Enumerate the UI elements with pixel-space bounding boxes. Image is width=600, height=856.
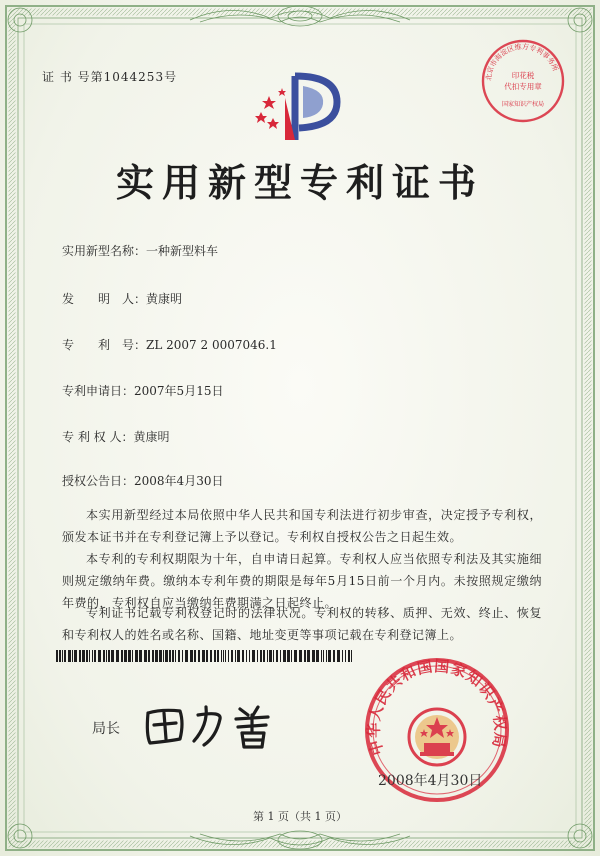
barcode-bar bbox=[280, 650, 281, 662]
barcode-bar bbox=[155, 650, 158, 662]
barcode-bar bbox=[128, 650, 131, 662]
barcode-bar bbox=[246, 650, 247, 662]
field-grant-announcement-date bbox=[62, 472, 223, 489]
barcode-bar bbox=[223, 650, 224, 662]
barcode-bar bbox=[252, 650, 255, 662]
barcode-bar bbox=[217, 650, 219, 662]
paragraph-registration: 专利证书记载专利权登记时的法律状况。专利权的转移、质押、无效、终止、恢复和专利权人的姓名或名称、国籍、地址变更等事项记载在专利登记簿上。 bbox=[62, 606, 542, 642]
barcode-bar bbox=[326, 650, 327, 662]
field-label: 专 利 号： bbox=[62, 338, 147, 352]
barcode-bar bbox=[328, 650, 331, 662]
barcode-bar bbox=[228, 650, 229, 662]
barcode-bar bbox=[72, 650, 73, 662]
barcode-bar bbox=[348, 650, 350, 662]
barcode-bar bbox=[231, 650, 233, 662]
barcode-bar bbox=[172, 650, 174, 662]
page-number: 第 1 页（共 1 页） bbox=[253, 810, 347, 823]
barcode-bar bbox=[342, 650, 343, 662]
field-value: 黄康明 bbox=[146, 292, 183, 306]
field-value: 2007年5月15日 bbox=[134, 384, 224, 398]
national-emblem-icon bbox=[409, 709, 465, 765]
field-value: ZL 2007 2 0007046.1 bbox=[146, 338, 277, 352]
field-value: 2008年4月30日 bbox=[134, 474, 224, 488]
barcode-bar bbox=[190, 650, 193, 662]
barcode-bar bbox=[139, 650, 142, 662]
agency-seal-bottom-text: 国家知识产权局 bbox=[501, 101, 545, 108]
agency-seal-ring-text: 北京市海淀区维方专利事务所 bbox=[484, 42, 560, 82]
paragraph-term: 本专利的专利权期限为十年，自申请日起算。专利权人应当依照专利法及其实施细则规定缴纳年费。缴纳本专利年费的期限是每年5月15日前一个月内。未按照规定缴纳年费的，专利权自应当缴纳年费期满之日起终止。 bbox=[62, 552, 542, 610]
barcode-bar bbox=[106, 650, 107, 662]
barcode-bar bbox=[333, 650, 335, 662]
barcode-bar bbox=[312, 650, 315, 662]
barcode-bar bbox=[321, 650, 322, 662]
issue-date: 2008年4月30日 bbox=[378, 773, 483, 789]
barcode-bar bbox=[178, 650, 180, 662]
barcode-bar bbox=[94, 650, 96, 662]
agency-tax-stamp bbox=[480, 38, 566, 124]
field-application-date bbox=[62, 382, 223, 399]
certificate-title: 实用新型专利证书 bbox=[115, 160, 484, 205]
paragraph-grant: 本实用新型经过本局依照中华人民共和国专利法进行初步审查，决定授予专利权，颁发本证书并在专利登记簿上予以登记。专利权自授权公告之日起生效。 bbox=[62, 508, 542, 544]
certificate-number: 证 书 号第1044253号 bbox=[42, 70, 178, 84]
barcode-bar bbox=[121, 650, 123, 662]
agency-seal-line2: 代扣专用章 bbox=[504, 82, 542, 91]
barcode-bar bbox=[103, 650, 105, 662]
barcode bbox=[56, 650, 356, 662]
barcode-bar bbox=[249, 650, 250, 662]
barcode-bar bbox=[304, 650, 306, 662]
barcode-bar bbox=[198, 650, 200, 662]
barcode-bar bbox=[299, 650, 302, 662]
field-value: 黄康明 bbox=[133, 430, 170, 444]
barcode-bar bbox=[214, 650, 216, 662]
office-seal-ring-text: 中华人民共和国国家知识产权局 bbox=[364, 657, 510, 758]
barcode-bar bbox=[165, 650, 168, 662]
barcode-bar bbox=[59, 650, 61, 662]
barcode-bar bbox=[108, 650, 110, 662]
barcode-bar bbox=[182, 650, 183, 662]
barcode-bar bbox=[316, 650, 319, 662]
field-patent-number bbox=[62, 336, 277, 353]
barcode-bar bbox=[148, 650, 150, 662]
barcode-bar bbox=[260, 650, 262, 662]
field-label: 专利申请日： bbox=[62, 384, 135, 398]
barcode-bar bbox=[225, 650, 226, 662]
barcode-bar bbox=[202, 650, 205, 662]
barcode-bar bbox=[294, 650, 297, 662]
barcode-bar bbox=[345, 650, 346, 662]
barcode-bar bbox=[152, 650, 154, 662]
field-utility-model-name bbox=[62, 242, 218, 259]
barcode-bar bbox=[163, 650, 164, 662]
barcode-bar bbox=[242, 650, 244, 662]
barcode-bar bbox=[276, 650, 278, 662]
barcode-bar bbox=[283, 650, 286, 662]
barcode-bar bbox=[185, 650, 188, 662]
barcode-bar bbox=[269, 650, 272, 662]
barcode-bar bbox=[124, 650, 127, 662]
patent-office-logo bbox=[255, 68, 345, 148]
barcode-bar bbox=[263, 650, 265, 662]
barcode-bar bbox=[337, 650, 340, 662]
barcode-bar bbox=[144, 650, 147, 662]
barcode-bar bbox=[116, 650, 119, 662]
barcode-bar bbox=[287, 650, 290, 662]
barcode-bar bbox=[159, 650, 162, 662]
barcode-bar bbox=[92, 650, 93, 662]
barcode-bar bbox=[111, 650, 114, 662]
barcode-bar bbox=[323, 650, 324, 662]
barcode-bar bbox=[175, 650, 176, 662]
field-value: 一种新型料车 bbox=[146, 244, 219, 258]
barcode-bar bbox=[82, 650, 85, 662]
director-signature bbox=[140, 695, 290, 755]
barcode-bar bbox=[351, 650, 352, 662]
barcode-bar bbox=[237, 650, 240, 662]
barcode-bar bbox=[235, 650, 236, 662]
agency-seal-line1: 印花税 bbox=[511, 71, 535, 80]
barcode-bar bbox=[291, 650, 292, 662]
field-label: 专 利 权 人： bbox=[62, 430, 134, 444]
field-label: 发 明 人： bbox=[62, 292, 147, 306]
barcode-bar bbox=[98, 650, 101, 662]
barcode-bar bbox=[307, 650, 310, 662]
barcode-bar bbox=[64, 650, 66, 662]
barcode-bar bbox=[62, 650, 63, 662]
field-label: 实用新型名称： bbox=[62, 244, 147, 258]
field-patentee bbox=[62, 428, 169, 445]
field-inventor bbox=[62, 290, 182, 307]
barcode-bar bbox=[56, 650, 58, 662]
field-label: 授权公告日： bbox=[62, 474, 135, 488]
barcode-bar bbox=[273, 650, 274, 662]
barcode-bar bbox=[257, 650, 258, 662]
barcode-bar bbox=[206, 650, 208, 662]
barcode-bar bbox=[135, 650, 138, 662]
barcode-bar bbox=[68, 650, 71, 662]
barcode-bar bbox=[79, 650, 81, 662]
barcode-bar bbox=[169, 650, 171, 662]
director-title: 局长 bbox=[92, 721, 120, 737]
barcode-bar bbox=[194, 650, 196, 662]
barcode-bar bbox=[221, 650, 222, 662]
barcode-bar bbox=[89, 650, 90, 662]
barcode-bar bbox=[210, 650, 212, 662]
barcode-bar bbox=[74, 650, 77, 662]
barcode-bar bbox=[86, 650, 88, 662]
barcode-bar bbox=[132, 650, 133, 662]
barcode-bar bbox=[267, 650, 268, 662]
